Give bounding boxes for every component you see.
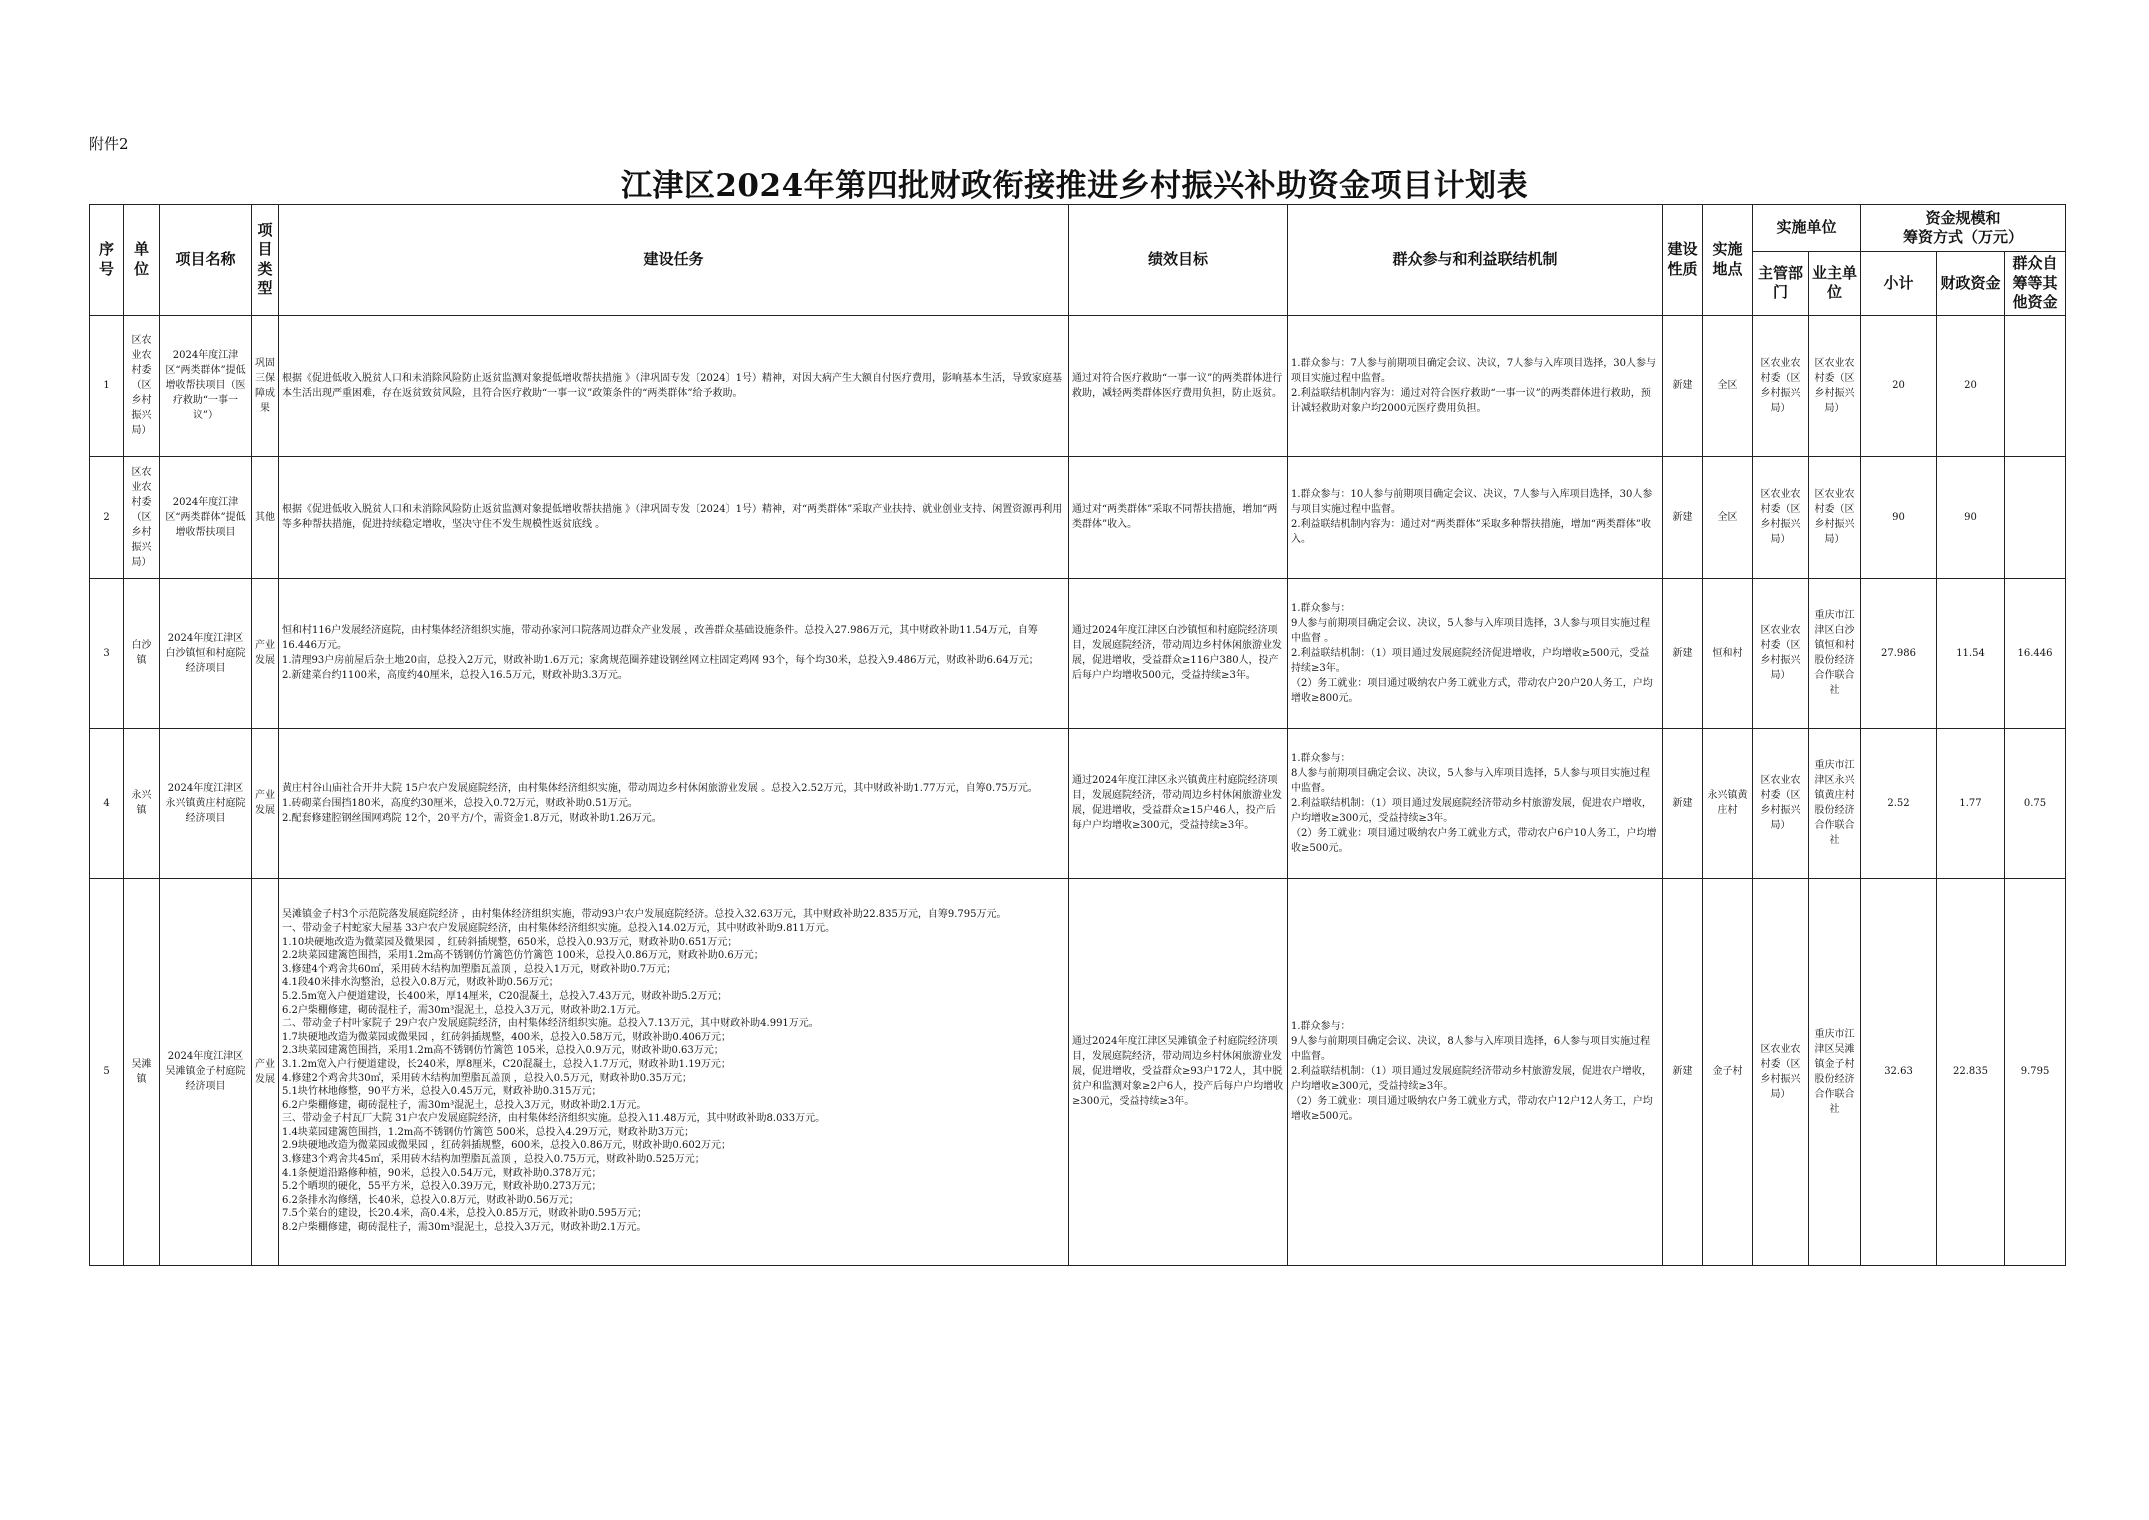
- header-subtotal: 小计: [1861, 252, 1937, 316]
- header-fiscal: 财政资金: [1937, 252, 2005, 316]
- cell-name: 2024年度江津区白沙镇恒和村庭院经济项目: [160, 578, 252, 728]
- cell-unit: 白沙镇: [124, 578, 160, 728]
- header-unit: 单位: [124, 205, 160, 316]
- cell-goal: 通过2024年度江津区永兴镇黄庄村庭院经济项目，发展庭院经济，带动周边乡村休闲旅游业发展，促进增收，受益群众≥15户46人，投产后每户户均增收≥300元，受益持续≥3年。: [1069, 728, 1288, 878]
- cell-subtotal: 2.52: [1861, 728, 1937, 878]
- cell-type: 巩固三保障成果: [252, 315, 279, 456]
- cell-task: 黄庄村谷山庙社合开井大院 15户农户发展庭院经济，由村集体经济组织实施，带动周边乡村休闲旅游业发展 。总投入2.52万元，其中财政补助1.77万元，自筹0.75万元。 1.砖砌菜台围挡180米，高度约30厘米，总投入0.72万元，财政补助0.51万元。 2.配套修建腔钢丝围网鸡院 12个，20平方/个，需资金1.8万元，财政补助1.26万元。: [279, 728, 1069, 878]
- cell-department: 区农业农村委（区乡村振兴局）: [1753, 456, 1809, 578]
- header-owner: 业主单位: [1809, 252, 1861, 316]
- cell-goal: 通过对符合医疗救助“一事一议”的两类群体进行救助，减轻两类群体医疗费用负担，防止返贫。: [1069, 315, 1288, 456]
- cell-owner: 重庆市江津区吴滩镇金子村股份经济合作联合社: [1809, 878, 1861, 1265]
- cell-mechanism: 1.群众参与： 9人参与前期项目确定会议、决议，5人参与入库项目选择，3人参与项目实施过程中监督 。 2.利益联结机制：（1）项目通过发展庭院经济促进增收，户均增收≥500元，受益持续≥3年。 （2）务工就业：项目通过吸纳农户务工就业方式，带动农户20户20人务工，户均增收≥800元。: [1288, 578, 1663, 728]
- cell-task: 恒和村116户发展经济庭院，由村集体经济组织实施，带动孙家河口院落周边群众产业发展 ，改善群众基础设施条件。总投入27.986万元，其中财政补助11.54万元，自筹16.446万元。 1.清理93户房前屋后杂土地20亩，总投入2万元，财政补助1.6万元；家禽规范圈养建设钢丝网立柱固定鸡网 93个，每个均30米，总投入9.486万元，财政补助6.64万元； 2.新建菜台约1100米，高度约40厘米，总投入16.5万元，财政补助3.3万元。: [279, 578, 1069, 728]
- cell-fiscal: 90: [1937, 456, 2005, 578]
- cell-mechanism: 1.群众参与： 8人参与前期项目确定会议、决议，5人参与入库项目选择，5人参与项目实施过程中监督。 2.利益联结机制：（1）项目通过发展庭院经济带动乡村旅游发展，促进农户增收，户均增收≥300元，受益持续≥3年。 （2）务工就业：项目通过吸纳农户务工就业方式，带动农户6户10人务工，户均增收≥500元。: [1288, 728, 1663, 878]
- header-fund-scale: 资金规模和 筹资方式（万元）: [1861, 205, 2066, 252]
- cell-self-raised: 9.795: [2005, 878, 2066, 1265]
- cell-type: 产业发展: [252, 728, 279, 878]
- cell-nature: 新建: [1663, 578, 1703, 728]
- cell-department: 区农业农村委（区乡村振兴局）: [1753, 878, 1809, 1265]
- cell-name: 2024年度江津区“两类群体”提低增收帮扶项目: [160, 456, 252, 578]
- cell-owner: 区农业农村委（区乡村振兴局）: [1809, 315, 1861, 456]
- cell-seq: 4: [90, 728, 124, 878]
- table-row: [90, 315, 2066, 456]
- cell-seq: 5: [90, 878, 124, 1265]
- cell-subtotal: 90: [1861, 456, 1937, 578]
- cell-self-raised: [2005, 456, 2066, 578]
- page-title: 江津区2024年第四批财政衔接推进乡村振兴补助资金项目计划表: [620, 168, 1529, 204]
- cell-department: 区农业农村委（区乡村振兴局）: [1753, 728, 1809, 878]
- cell-fiscal: 22.835: [1937, 878, 2005, 1265]
- cell-mechanism: 1.群众参与：10人参与前期项目确定会议、决议，7人参与入库项目选择，30人参与项目实施过程中监督。 2.利益联结机制内容为：通过对“两类群体”采取多种帮扶措施，增加“两类群体”收入。: [1288, 456, 1663, 578]
- cell-mechanism: 1.群众参与： 9人参与前期项目确定会议、决议，8人参与入库项目选择，6人参与项目实施过程中监督。 2.利益联结机制：（1）项目通过发展庭院经济带动乡村旅游发展，促进农户增收，户均增收≥300元，受益持续≥3年。 （2）务工就业：项目通过吸纳农户务工就业方式，带动农户12户12人务工，户均增收≥500元。: [1288, 878, 1663, 1265]
- header-type: 项目类型: [252, 205, 279, 316]
- cell-type: 产业发展: [252, 878, 279, 1265]
- cell-goal: 通过2024年度江津区白沙镇恒和村庭院经济项目，发展庭院经济，带动周边乡村休闲旅游业发展，促进增收，受益群众≥116户380人，投产后每户户均增收500元，受益持续≥3年。: [1069, 578, 1288, 728]
- cell-subtotal: 20: [1861, 315, 1937, 456]
- cell-task: 根据《促进低收入脱贫人口和未消除风险防止返贫监测对象提低增收帮扶措施 》（津巩固专发〔2024〕1号）精神，对因大病产生大额自付医疗费用，影响基本生活，导致家庭基本生活出现严重困难，存在返贫致贫风险，且符合医疗救助“一事一议”政策条件的“两类群体”给予救助。: [279, 315, 1069, 456]
- cell-fiscal: 1.77: [1937, 728, 2005, 878]
- cell-owner: 区农业农村委（区乡村振兴局）: [1809, 456, 1861, 578]
- cell-nature: 新建: [1663, 728, 1703, 878]
- header-goal: 绩效目标: [1069, 205, 1288, 316]
- attachment-label: 附件2: [89, 135, 129, 153]
- header-self-raised: 群众自筹等其他资金: [2005, 252, 2066, 316]
- cell-seq: 2: [90, 456, 124, 578]
- cell-self-raised: [2005, 315, 2066, 456]
- cell-unit: 区农业农村委（区乡村振兴局）: [124, 456, 160, 578]
- cell-location: 永兴镇黄庄村: [1703, 728, 1753, 878]
- cell-subtotal: 27.986: [1861, 578, 1937, 728]
- cell-task: 根据《促进低收入脱贫人口和未消除风险防止返贫监测对象提低增收帮扶措施 》（津巩固专发〔2024〕1号）精神，对“两类群体”采取产业扶持、就业创业支持、闲置资源再利用等多种帮扶措施，促进持续稳定增收，坚决守住不发生规模性返贫底线 。: [279, 456, 1069, 578]
- table-row: [90, 456, 2066, 578]
- header-location: 实施地点: [1703, 205, 1753, 316]
- header-nature: 建设性质: [1663, 205, 1703, 316]
- cell-self-raised: 16.446: [2005, 578, 2066, 728]
- header-mechanism: 群众参与和利益联结机制: [1288, 205, 1663, 316]
- cell-name: 2024年度江津区吴滩镇金子村庭院经济项目: [160, 878, 252, 1265]
- cell-owner: 重庆市江津区白沙镇恒和村股份经济合作联合社: [1809, 578, 1861, 728]
- cell-goal: 通过对“两类群体”采取不同帮扶措施，增加“两类群体”收入。: [1069, 456, 1288, 578]
- cell-location: 全区: [1703, 315, 1753, 456]
- cell-unit: 永兴镇: [124, 728, 160, 878]
- cell-department: 区农业农村委（区乡村振兴局）: [1753, 315, 1809, 456]
- cell-task: 吴滩镇金子村3个示范院落发展庭院经济 ，由村集体经济组织实施，带动93户农户发展庭院经济。总投入32.63万元，其中财政补助22.835万元，自筹9.795万元。 一、带动金子村蛇家大屋基 33户农户发展庭院经济，由村集体经济组织实施。总投入14.02万元，其中财政补助9.811万元。 1.10块硬地改造为微菜园及微果园 ，红砖斜插规整，650米，总投入0.93万元，财政补助0.651万元； 2.2块菜园建篱笆围挡，采用1.2m高不锈钢仿竹篱笆仿竹篱笆 100米，总投入0.86万元，财政补助0.6万元； 3.修建4个鸡舍共60㎡，采用砖木结构加塑脂瓦盖顶 ，总投入1万元，财政补助0.7万元； 4.1段40米排水沟整治，总投入0.8万元，财政补助0.56万元； 5.2.5m宽入户便道建设，长400米，厚14厘米，C20混凝土，总投入7.43万元，财政补助5.2万元； 6.2户柴棚修建，砌砖混柱子，需30m³混泥土，总投入3万元，财政补助2.1万元。 二、带动金子村叶家院子 29户农户发展庭院经济，由村集体经济组织实施。总投入7.13万元，其中财政补助4.991万元。 1.7块硬地改造为微菜园或微果园 ，红砖斜插规整，400米，总投入0.58万元，财政补助0.406万元； 2.3块菜园建篱笆围挡，采用1.2m高不锈钢仿竹篱笆 105米，总投入0.9万元，财政补助0.63万元； 3.1.2m宽入户行便道建设，长240米，厚8厘米，C20混凝土，总投入1.7万元，财政补助1.19万元； 4.修建2个鸡舍共30㎡，采用砖木结构加塑脂瓦盖顶 ，总投入0.5万元，财政补助0.35万元； 5.1块竹林地修整，90平方米，总投入0.45万元，财政补助0.315万元； 6.2户柴棚修建，砌砖混柱子，需30m³混泥土，总投入3万元，财政补助2.1万元。 三、带动金子村瓦厂大院 31户农户发展庭院经济，由村集体经济组织实施。总投入11.48万元，其中财政补助8.033万元。 1.4块菜园建篱笆围挡，1.2m高不锈钢仿竹篱笆 500米，总投入4.29万元，财政补助3万元； 2.9块硬地改造为微菜园或微果园 ，红砖斜插规整，600米，总投入0.86万元，财政补助0.602万元； 3.修建3个鸡舍共45㎡，采用砖木结构加塑脂瓦盖顶 ，总投入0.75万元，财政补助0.525万元； 4.1条便道沿路修种植，90米，总投入0.54万元，财政补助0.378万元； 5.2个晒坝的硬化，55平方米，总投入0.39万元，财政补助0.273万元； 6.2条排水沟修缮，长40米，总投入0.8万元，财政补助0.56万元； 7.5个菜台的建设，长20.4米，高0.4米，总投入0.85万元，财政补助0.595万元； 8.2户柴棚修建，砌砖混柱子，需30m³混泥土，总投入3万元，财政补助2.1万元。: [279, 878, 1069, 1265]
- cell-location: 全区: [1703, 456, 1753, 578]
- cell-self-raised: 0.75: [2005, 728, 2066, 878]
- cell-name: 2024年度江津区永兴镇黄庄村庭院经济项目: [160, 728, 252, 878]
- header-task: 建设任务: [279, 205, 1069, 316]
- cell-owner: 重庆市江津区永兴镇黄庄村股份经济合作联合社: [1809, 728, 1861, 878]
- header-seq: 序号: [90, 205, 124, 316]
- header-department: 主管部门: [1753, 252, 1809, 316]
- cell-department: 区农业农村委（区乡村振兴局）: [1753, 578, 1809, 728]
- header-implementing-unit: 实施单位: [1753, 205, 1861, 252]
- table-row: [90, 578, 2066, 728]
- cell-fiscal: 11.54: [1937, 578, 2005, 728]
- header-name: 项目名称: [160, 205, 252, 316]
- cell-type: 其他: [252, 456, 279, 578]
- cell-unit: 吴滩镇: [124, 878, 160, 1265]
- cell-subtotal: 32.63: [1861, 878, 1937, 1265]
- cell-nature: 新建: [1663, 315, 1703, 456]
- cell-seq: 1: [90, 315, 124, 456]
- cell-name: 2024年度江津区“两类群体”提低增收帮扶项目（医疗救助“一事一议”）: [160, 315, 252, 456]
- cell-nature: 新建: [1663, 878, 1703, 1265]
- project-plan-table: [89, 204, 2066, 1266]
- cell-goal: 通过2024年度江津区吴滩镇金子村庭院经济项目，发展庭院经济，带动周边乡村休闲旅游业发展，促进增收，受益群众≥93户172人，其中脱贫户和监测对象≥2户6人，投产后每户户均增收≥300元，受益持续≥3年。: [1069, 878, 1288, 1265]
- table-row: [90, 878, 2066, 1265]
- cell-location: 恒和村: [1703, 578, 1753, 728]
- cell-location: 金子村: [1703, 878, 1753, 1265]
- cell-unit: 区农业农村委（区乡村振兴局）: [124, 315, 160, 456]
- cell-type: 产业发展: [252, 578, 279, 728]
- cell-mechanism: 1.群众参与：7人参与前期项目确定会议、决议，7人参与入库项目选择，30人参与项目实施过程中监督。 2.利益联结机制内容为：通过对符合医疗救助“一事一议”的两类群体进行救助，预计减轻救助对象户均2000元医疗费用负担。: [1288, 315, 1663, 456]
- cell-fiscal: 20: [1937, 315, 2005, 456]
- cell-nature: 新建: [1663, 456, 1703, 578]
- table-row: [90, 728, 2066, 878]
- cell-seq: 3: [90, 578, 124, 728]
